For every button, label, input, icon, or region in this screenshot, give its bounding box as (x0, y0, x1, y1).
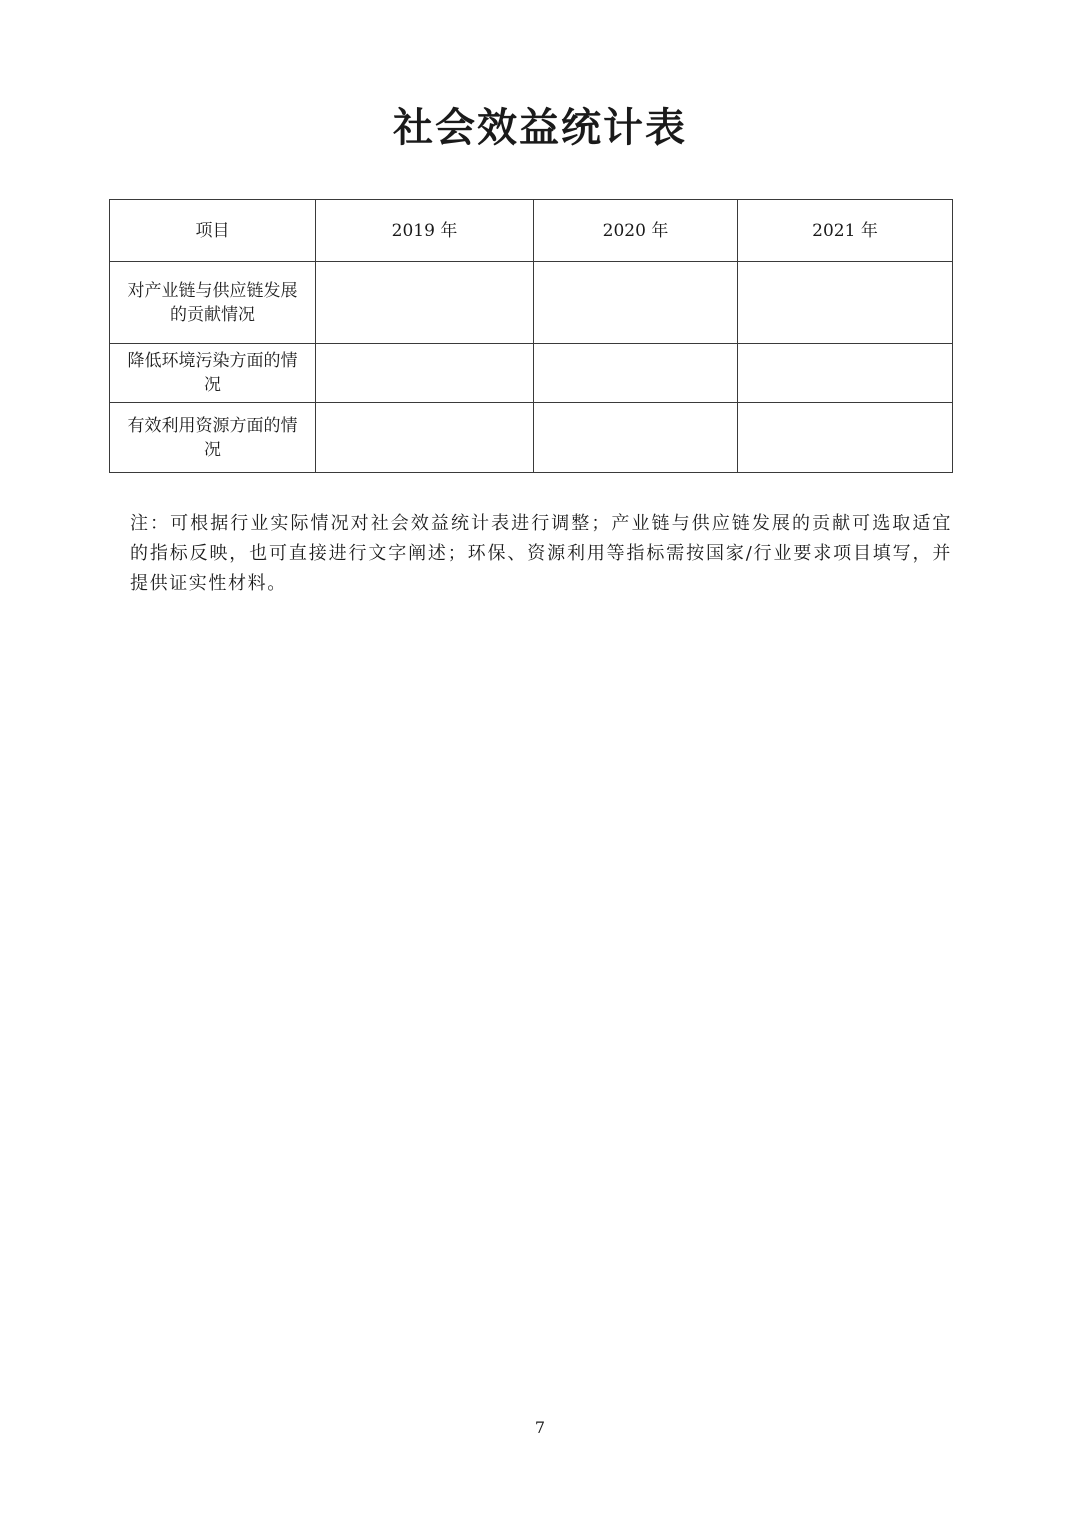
header-2019: 2019 年 (316, 200, 534, 262)
header-item: 项目 (110, 200, 316, 262)
cell-2021 (738, 344, 953, 403)
page-title: 社会效益统计表 (393, 104, 687, 151)
cell-2019 (316, 344, 534, 403)
table-note: 注：可根据行业实际情况对社会效益统计表进行调整；产业链与供应链发展的贡献可选取适宜的指标反映，也可直接进行文字阐述；环保、资源利用等指标需按国家/行业要求项目填写，并提供证实性材料。 (130, 513, 952, 594)
cell-2021 (738, 403, 953, 473)
cell-2020 (534, 344, 738, 403)
table-row (110, 403, 953, 473)
cell-2019 (316, 262, 534, 344)
page-number: 7 (534, 1418, 546, 1437)
row-item-label: 降低环境污染方面的情况 (110, 344, 316, 403)
cell-2020 (534, 262, 738, 344)
table-row (110, 262, 953, 344)
cell-2020 (534, 403, 738, 473)
header-2021: 2021 年 (738, 200, 953, 262)
cell-2021 (738, 262, 953, 344)
row-item-label: 对产业链与供应链发展的贡献情况 (110, 262, 316, 344)
table-row (110, 344, 953, 403)
table-header-row (110, 200, 953, 262)
row-item-label: 有效利用资源方面的情况 (110, 403, 316, 473)
cell-2019 (316, 403, 534, 473)
social-benefit-table (109, 199, 953, 473)
header-2020: 2020 年 (534, 200, 738, 262)
